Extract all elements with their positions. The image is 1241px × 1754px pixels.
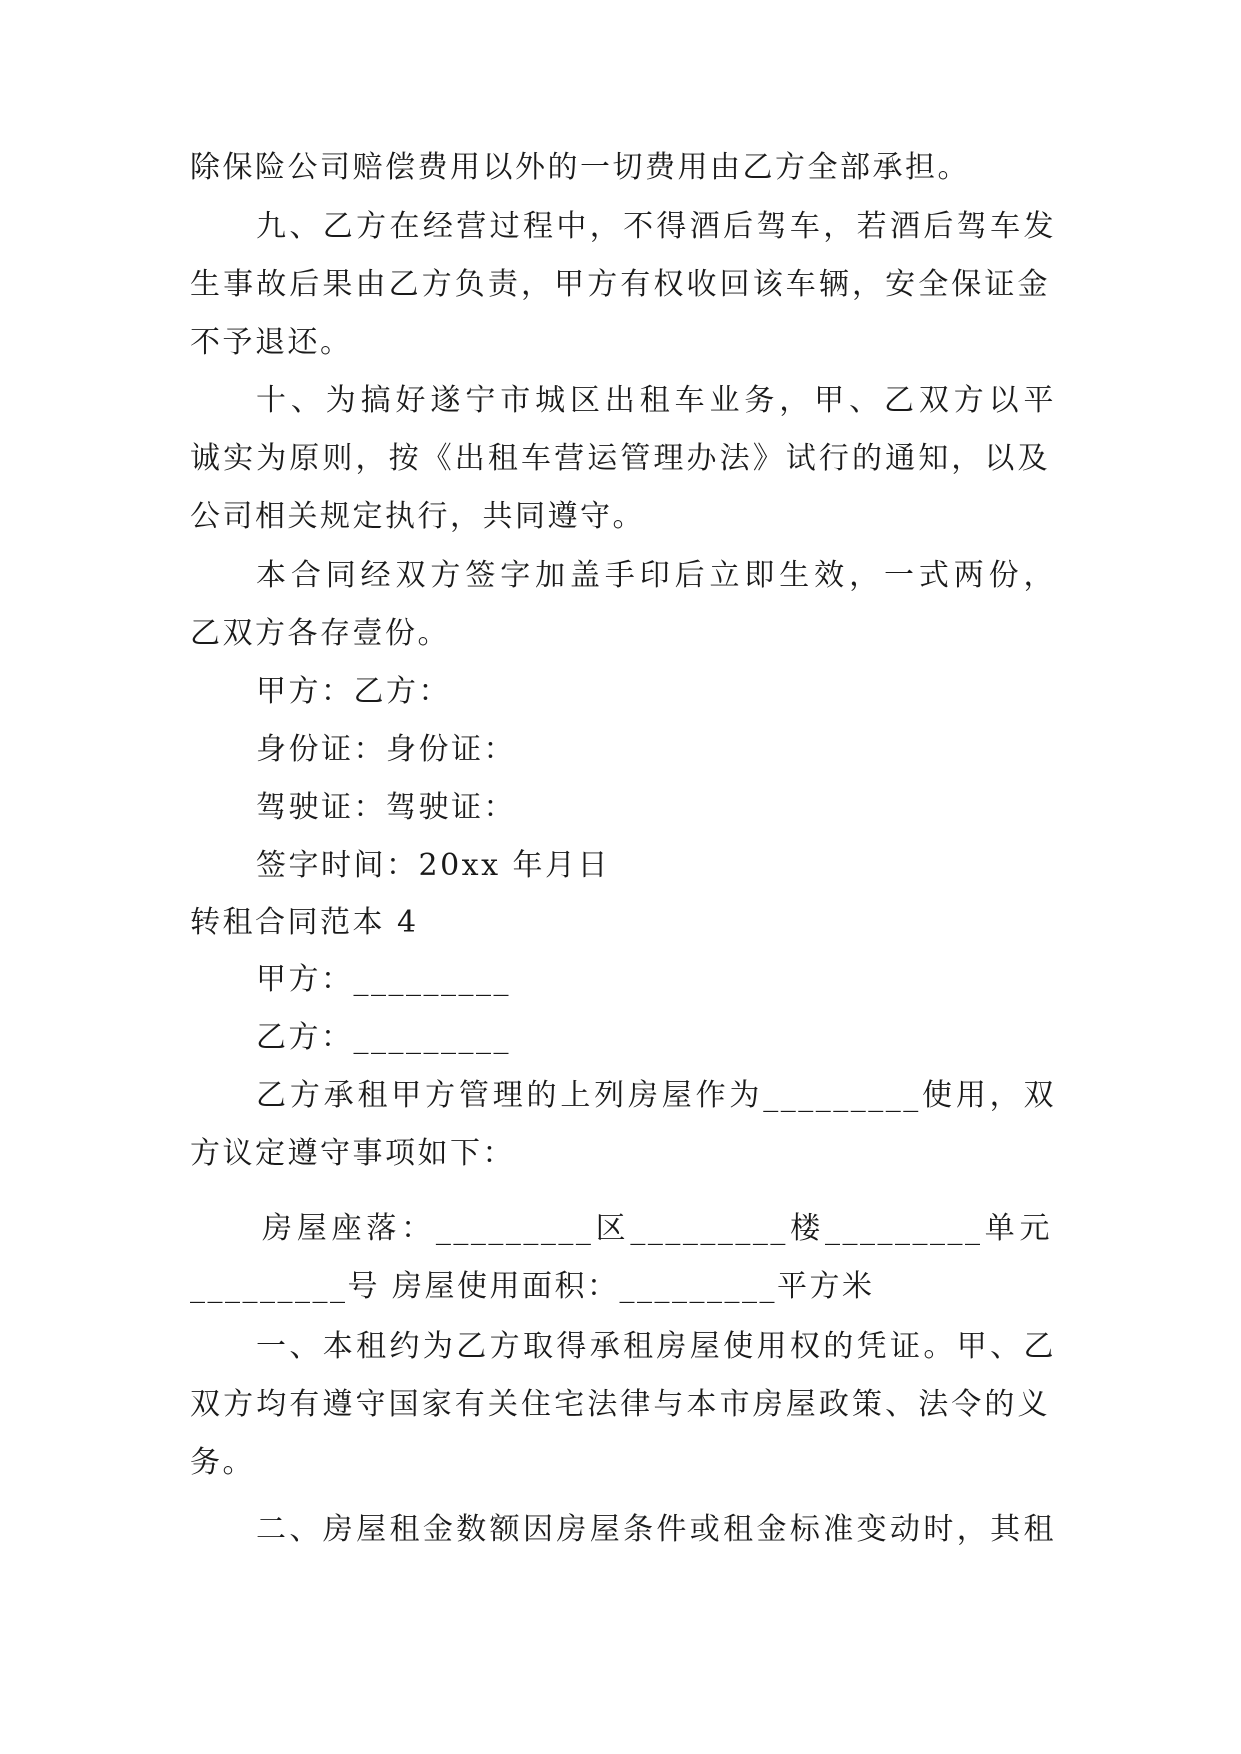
text-line: 除保险公司赔偿费用以外的一切费用由乙方全部承担。 [190, 150, 970, 185]
text-line: 乙双方各存壹份。 [190, 616, 450, 651]
text-line: 一、本租约为乙方取得承租房屋使用权的凭证。甲、乙 [256, 1329, 1056, 1364]
text-line: 本合同经双方签字加盖手印后立即生效，一式两份， [256, 558, 1056, 593]
text-line: 甲方：_________ [256, 962, 511, 997]
text-line: 房屋座落：_________区_________楼_________单元 [262, 1211, 1052, 1246]
text-line: 十、为搞好遂宁市城区出租车业务，甲、乙双方以平 [256, 383, 1056, 418]
text-line: 生事故后果由乙方负责，甲方有权收回该车辆，安全保证金 [190, 267, 1050, 302]
text-line: 不予退还。 [190, 325, 353, 360]
text-line: 九、乙方在经营过程中，不得酒后驾车，若酒后驾车发 [256, 209, 1056, 244]
text-line: 双方均有遵守国家有关住宅法律与本市房屋政策、法令的义 [190, 1387, 1050, 1422]
text-line: 身份证：身份证： [256, 732, 516, 767]
text-line: 二、房屋租金数额因房屋条件或租金标准变动时，其租 [256, 1512, 1056, 1547]
text-line: 驾驶证：驾驶证： [256, 790, 516, 825]
text-line: 乙方：_________ [256, 1020, 511, 1055]
text-line: 公司相关规定执行，共同遵守。 [190, 499, 645, 534]
text-line: 诚实为原则，按《出租车营运管理办法》试行的通知，以及 [190, 441, 1050, 476]
text-line: _________号 房屋使用面积：_________平方米 [190, 1269, 875, 1304]
text-line: 甲方：乙方： [256, 674, 451, 709]
text-line: 签字时间：20xx 年月日 [256, 848, 611, 883]
text-line: 方议定遵守事项如下： [190, 1136, 515, 1171]
section-title: 转租合同范本 4 [190, 905, 419, 940]
text-line: 务。 [190, 1445, 255, 1480]
text-line: 乙方承租甲方管理的上列房屋作为_________使用，双 [256, 1078, 1056, 1113]
